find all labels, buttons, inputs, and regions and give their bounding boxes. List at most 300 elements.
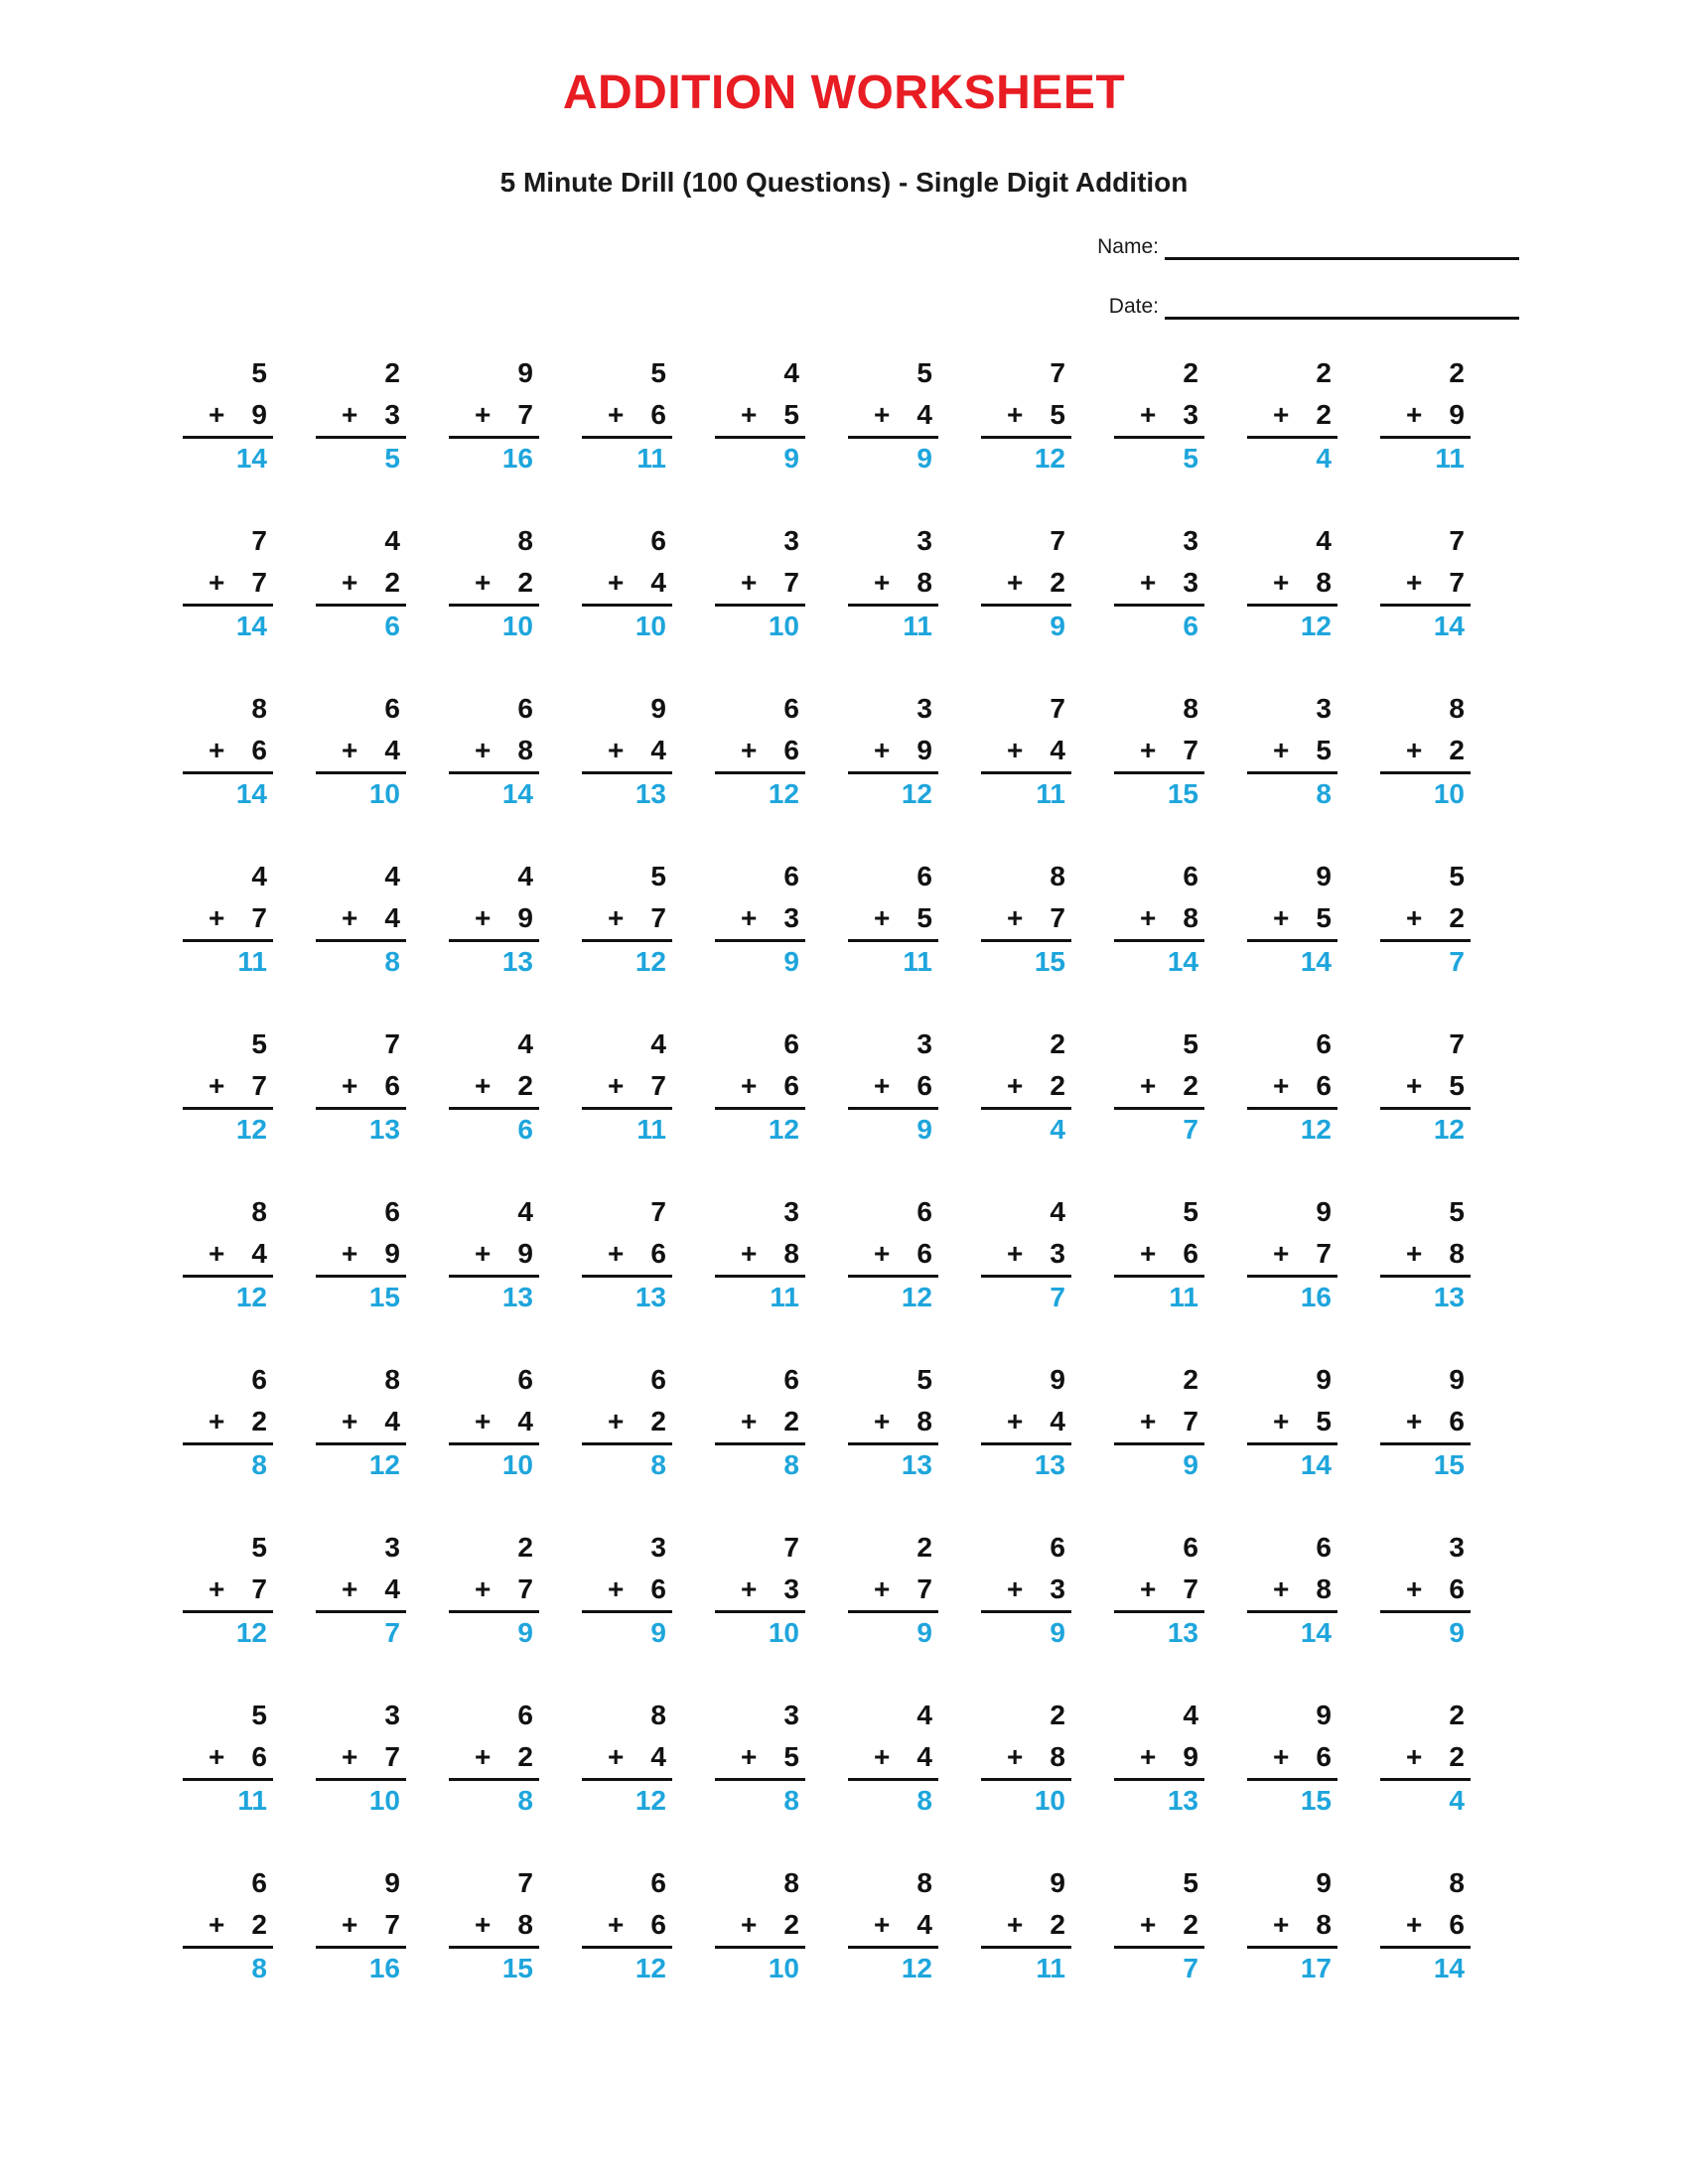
addend-bottom-line — [848, 1569, 938, 1610]
addend-bottom-line — [981, 1065, 1071, 1107]
answer: 12 — [634, 1953, 666, 1983]
plus-sign: + — [209, 1070, 225, 1101]
plus-sign: + — [874, 1238, 891, 1269]
addend-bottom-line — [316, 1233, 406, 1275]
answer: 12 — [901, 778, 932, 809]
plus-sign: + — [1007, 1070, 1024, 1101]
answer: 12 — [768, 778, 799, 809]
answer: 8 — [650, 1449, 666, 1480]
addition-problem — [582, 1862, 672, 2030]
operator-row — [316, 1238, 400, 1270]
plus-sign: + — [1406, 567, 1423, 598]
addend-top: 3 — [650, 1532, 666, 1563]
addend-bottom-line — [715, 897, 805, 939]
operator-row — [1380, 1909, 1465, 1941]
plus-sign: + — [1007, 1238, 1024, 1269]
addition-problem — [183, 1695, 273, 1862]
answer: 8 — [517, 1785, 533, 1816]
operator-row — [1380, 567, 1465, 599]
plus-sign: + — [1406, 735, 1423, 765]
addition-problem — [715, 1527, 805, 1695]
plus-sign: + — [1007, 902, 1024, 933]
plus-sign: + — [608, 902, 625, 933]
plus-sign: + — [1007, 1741, 1024, 1772]
answer: 13 — [1167, 1617, 1198, 1648]
operator-row — [1114, 735, 1198, 766]
date-input-line[interactable] — [1165, 295, 1519, 320]
answer: 13 — [368, 1114, 400, 1145]
answer: 6 — [384, 611, 400, 641]
operator-row — [1114, 1070, 1198, 1102]
addend-bottom: 9 — [384, 1238, 400, 1269]
addend-bottom: 6 — [1449, 1909, 1465, 1940]
plus-sign: + — [1007, 1909, 1024, 1940]
addend-bottom-line — [715, 1904, 805, 1946]
operator-row — [582, 1070, 666, 1102]
addend-bottom-line — [848, 562, 938, 604]
addend-bottom-line — [848, 1401, 938, 1442]
answer: 7 — [384, 1617, 400, 1648]
plus-sign: + — [874, 902, 891, 933]
addend-top: 2 — [1183, 357, 1198, 388]
addend-bottom-line — [715, 1065, 805, 1107]
addend-top: 2 — [1316, 357, 1332, 388]
addend-top: 5 — [650, 861, 666, 891]
addend-bottom-line — [1247, 1569, 1337, 1610]
addition-problem — [1247, 1862, 1337, 2030]
addend-bottom: 7 — [650, 1070, 666, 1101]
addend-bottom-line — [183, 394, 273, 436]
addition-problem — [1247, 352, 1337, 520]
addend-bottom: 6 — [916, 1238, 932, 1269]
addition-problem — [1114, 1527, 1204, 1695]
addend-bottom: 5 — [916, 902, 932, 933]
operator-row — [848, 1070, 932, 1102]
addend-top: 6 — [1183, 861, 1198, 891]
addend-bottom-line — [449, 1065, 539, 1107]
addition-problem — [848, 1024, 938, 1191]
name-field — [1097, 234, 1519, 260]
addend-bottom: 7 — [251, 1573, 267, 1604]
operator-row — [848, 1238, 932, 1270]
addition-problem — [848, 1862, 938, 2030]
addition-problem — [1247, 520, 1337, 688]
plus-sign: + — [209, 1573, 225, 1604]
operator-row — [715, 1573, 799, 1605]
plus-sign: + — [1273, 399, 1290, 430]
addend-bottom-line — [981, 1736, 1071, 1778]
answer: 16 — [1300, 1282, 1332, 1312]
problem-row — [183, 1695, 1471, 1862]
addend-top: 5 — [251, 1532, 267, 1563]
operator-row — [1247, 735, 1332, 766]
answer: 10 — [634, 611, 666, 641]
addend-top: 7 — [1050, 525, 1065, 556]
operator-row — [582, 1406, 666, 1437]
operator-row — [1380, 735, 1465, 766]
addend-bottom-line — [1247, 1736, 1337, 1778]
plus-sign: + — [1140, 1573, 1157, 1604]
addend-bottom: 5 — [1316, 735, 1332, 765]
addend-bottom: 3 — [1183, 567, 1198, 598]
operator-row — [848, 399, 932, 431]
operator-row — [848, 1909, 932, 1941]
operator-row — [449, 1406, 533, 1437]
addend-top: 8 — [1449, 1867, 1465, 1898]
plus-sign: + — [741, 735, 758, 765]
plus-sign: + — [342, 902, 358, 933]
addend-bottom: 7 — [1183, 1406, 1198, 1436]
addend-top: 6 — [916, 861, 932, 891]
addition-problem — [981, 1191, 1071, 1359]
addend-bottom-line — [715, 1569, 805, 1610]
addend-top: 5 — [650, 357, 666, 388]
addition-problem — [1380, 1862, 1471, 2030]
addend-bottom: 3 — [783, 902, 799, 933]
operator-row — [183, 567, 267, 599]
addend-bottom-line — [1247, 1065, 1337, 1107]
date-field — [1109, 294, 1519, 320]
addend-bottom-line — [1380, 730, 1471, 771]
addition-problem — [449, 1024, 539, 1191]
operator-row — [981, 1238, 1065, 1270]
addition-problem — [449, 688, 539, 856]
addend-bottom: 9 — [517, 902, 533, 933]
answer: 10 — [501, 1449, 533, 1480]
addend-top: 9 — [517, 357, 533, 388]
addition-problem — [316, 1024, 406, 1191]
addend-bottom: 7 — [517, 1573, 533, 1604]
answer: 15 — [1300, 1785, 1332, 1816]
plus-sign: + — [1273, 1070, 1290, 1101]
addend-top: 6 — [1316, 1532, 1332, 1563]
plus-sign: + — [874, 735, 891, 765]
plus-sign: + — [874, 567, 891, 598]
operator-row — [582, 735, 666, 766]
plus-sign: + — [1273, 1238, 1290, 1269]
answer: 14 — [235, 443, 267, 474]
answer: 8 — [783, 1449, 799, 1480]
addend-top: 4 — [517, 1028, 533, 1059]
addend-bottom-line — [981, 897, 1071, 939]
plus-sign: + — [1140, 735, 1157, 765]
answer: 10 — [1034, 1785, 1065, 1816]
plus-sign: + — [1406, 1741, 1423, 1772]
plus-sign: + — [475, 1741, 492, 1772]
addend-top: 5 — [251, 1028, 267, 1059]
operator-row — [1247, 399, 1332, 431]
addition-problem — [449, 1191, 539, 1359]
answer: 17 — [1300, 1953, 1332, 1983]
operator-row — [848, 1573, 932, 1605]
operator-row — [183, 902, 267, 934]
answer: 7 — [1183, 1114, 1198, 1145]
addend-bottom-line — [582, 562, 672, 604]
plus-sign: + — [741, 902, 758, 933]
answer: 15 — [368, 1282, 400, 1312]
addend-bottom: 8 — [517, 1909, 533, 1940]
plus-sign: + — [874, 399, 891, 430]
addend-top: 2 — [517, 1532, 533, 1563]
addend-bottom-line — [1380, 1904, 1471, 1946]
addend-bottom: 9 — [916, 735, 932, 765]
addend-bottom: 4 — [517, 1406, 533, 1436]
addition-problem — [1247, 1359, 1337, 1527]
operator-row — [1247, 1070, 1332, 1102]
addend-bottom-line — [981, 1233, 1071, 1275]
addend-top: 9 — [1316, 861, 1332, 891]
addend-top: 6 — [783, 1028, 799, 1059]
answer: 12 — [634, 946, 666, 977]
answer: 13 — [1167, 1785, 1198, 1816]
addition-problem — [981, 352, 1071, 520]
operator-row — [449, 1909, 533, 1941]
addition-problem — [449, 1359, 539, 1527]
addend-bottom: 7 — [251, 567, 267, 598]
addition-problem — [449, 1862, 539, 2030]
addition-problem — [1380, 856, 1471, 1024]
answer: 9 — [916, 443, 932, 474]
addition-problem — [316, 1527, 406, 1695]
operator-row — [981, 567, 1065, 599]
answer: 9 — [1050, 1617, 1065, 1648]
addend-bottom-line — [981, 562, 1071, 604]
answer: 12 — [634, 1785, 666, 1816]
answer: 11 — [1435, 443, 1465, 474]
name-input-line[interactable] — [1165, 235, 1519, 260]
addend-bottom: 4 — [251, 1238, 267, 1269]
addition-problem — [582, 1695, 672, 1862]
addend-bottom: 7 — [916, 1573, 932, 1604]
addend-bottom-line — [1247, 730, 1337, 771]
answer: 7 — [1050, 1282, 1065, 1312]
addend-bottom-line — [1114, 1736, 1204, 1778]
addend-bottom: 4 — [1050, 735, 1065, 765]
addend-bottom: 8 — [1183, 902, 1198, 933]
operator-row — [1114, 1406, 1198, 1437]
addition-problem — [715, 1695, 805, 1862]
plus-sign: + — [342, 1741, 358, 1772]
addend-bottom-line — [715, 1736, 805, 1778]
answer: 9 — [916, 1114, 932, 1145]
plus-sign: + — [1007, 735, 1024, 765]
answer: 13 — [634, 778, 666, 809]
addend-top: 3 — [1183, 525, 1198, 556]
addition-problem — [1114, 1359, 1204, 1527]
addition-problem — [848, 352, 938, 520]
addition-problem — [1247, 1191, 1337, 1359]
addend-bottom: 9 — [1183, 1741, 1198, 1772]
addend-bottom-line — [316, 394, 406, 436]
answer: 13 — [501, 1282, 533, 1312]
addend-bottom-line — [316, 1904, 406, 1946]
addend-bottom: 3 — [1183, 399, 1198, 430]
addend-bottom: 7 — [384, 1741, 400, 1772]
answer: 10 — [368, 778, 400, 809]
addend-bottom-line — [316, 1401, 406, 1442]
answer: 14 — [1300, 946, 1332, 977]
operator-row — [1247, 1238, 1332, 1270]
answer: 9 — [1449, 1617, 1465, 1648]
plus-sign: + — [1406, 1573, 1423, 1604]
answer: 9 — [517, 1617, 533, 1648]
plus-sign: + — [209, 902, 225, 933]
plus-sign: + — [1273, 735, 1290, 765]
addend-top: 8 — [650, 1700, 666, 1730]
operator-row — [715, 1070, 799, 1102]
answer: 15 — [1433, 1449, 1465, 1480]
addend-top: 8 — [783, 1867, 799, 1898]
plus-sign: + — [1007, 1573, 1024, 1604]
plus-sign: + — [342, 1406, 358, 1436]
addition-problem — [183, 352, 273, 520]
answer: 16 — [368, 1953, 400, 1983]
plus-sign: + — [608, 1406, 625, 1436]
addend-bottom: 2 — [1050, 1070, 1065, 1101]
addend-top: 4 — [783, 357, 799, 388]
plus-sign: + — [1140, 1070, 1157, 1101]
addition-problem — [183, 688, 273, 856]
addend-bottom-line — [1114, 1401, 1204, 1442]
plus-sign: + — [874, 1070, 891, 1101]
addend-bottom: 4 — [384, 902, 400, 933]
addend-bottom-line — [449, 897, 539, 939]
operator-row — [1380, 1573, 1465, 1605]
addition-problem — [582, 520, 672, 688]
operator-row — [1380, 902, 1465, 934]
operator-row — [449, 1741, 533, 1773]
answer: 9 — [1050, 611, 1065, 641]
plus-sign: + — [1406, 902, 1423, 933]
addition-problem — [316, 1359, 406, 1527]
addend-top: 2 — [916, 1532, 932, 1563]
addend-top: 6 — [251, 1867, 267, 1898]
addend-bottom: 2 — [783, 1406, 799, 1436]
addend-bottom-line — [449, 1904, 539, 1946]
plus-sign: + — [209, 567, 225, 598]
plus-sign: + — [608, 735, 625, 765]
addend-top: 7 — [384, 1028, 400, 1059]
operator-row — [183, 1238, 267, 1270]
plus-sign: + — [741, 1573, 758, 1604]
plus-sign: + — [608, 1909, 625, 1940]
addend-bottom: 8 — [517, 735, 533, 765]
addition-problem — [1380, 1695, 1471, 1862]
addend-top: 7 — [1050, 693, 1065, 724]
answer: 11 — [770, 1282, 799, 1312]
addition-problem — [981, 688, 1071, 856]
answer: 11 — [903, 611, 932, 641]
operator-row — [1380, 1741, 1465, 1773]
addend-bottom-line — [1380, 1233, 1471, 1275]
addend-bottom-line — [183, 897, 273, 939]
addend-top: 9 — [1050, 1364, 1065, 1395]
addition-problem — [848, 1695, 938, 1862]
addend-bottom-line — [316, 897, 406, 939]
addend-bottom-line — [582, 1233, 672, 1275]
answer: 9 — [1183, 1449, 1198, 1480]
addition-problem — [1247, 1695, 1337, 1862]
addition-problem — [1114, 856, 1204, 1024]
plus-sign: + — [1406, 1238, 1423, 1269]
addend-bottom: 2 — [517, 1070, 533, 1101]
addend-top: 4 — [1183, 1700, 1198, 1730]
operator-row — [715, 399, 799, 431]
addend-bottom: 6 — [1449, 1573, 1465, 1604]
addend-bottom-line — [582, 1569, 672, 1610]
plus-sign: + — [1140, 1406, 1157, 1436]
addend-top: 6 — [1316, 1028, 1332, 1059]
operator-row — [449, 567, 533, 599]
addend-bottom: 5 — [1050, 399, 1065, 430]
addition-problem — [848, 1527, 938, 1695]
operator-row — [183, 1070, 267, 1102]
answer: 12 — [901, 1953, 932, 1983]
operator-row — [449, 1238, 533, 1270]
operator-row — [715, 902, 799, 934]
addition-problem — [1380, 352, 1471, 520]
answer: 9 — [916, 1617, 932, 1648]
addend-bottom: 7 — [251, 902, 267, 933]
addend-top: 8 — [384, 1364, 400, 1395]
addition-problem — [848, 520, 938, 688]
operator-row — [582, 1238, 666, 1270]
operator-row — [1114, 1741, 1198, 1773]
addend-bottom: 4 — [650, 567, 666, 598]
addend-bottom-line — [715, 562, 805, 604]
answer: 4 — [1449, 1785, 1465, 1816]
plus-sign: + — [342, 1573, 358, 1604]
addend-bottom: 7 — [517, 399, 533, 430]
addition-problem — [449, 1527, 539, 1695]
answer: 14 — [1433, 1953, 1465, 1983]
plus-sign: + — [1273, 1909, 1290, 1940]
addend-top: 3 — [384, 1532, 400, 1563]
addend-top: 7 — [1050, 357, 1065, 388]
addend-bottom-line — [981, 730, 1071, 771]
operator-row — [1114, 902, 1198, 934]
addition-problem — [1247, 688, 1337, 856]
plus-sign: + — [1007, 399, 1024, 430]
addend-bottom: 7 — [1183, 1573, 1198, 1604]
addend-bottom: 2 — [517, 1741, 533, 1772]
plus-sign: + — [1273, 1741, 1290, 1772]
addend-bottom-line — [582, 394, 672, 436]
addend-bottom-line — [1114, 897, 1204, 939]
addition-problem — [582, 856, 672, 1024]
operator-row — [1247, 567, 1332, 599]
answer: 14 — [1300, 1449, 1332, 1480]
addend-bottom-line — [715, 730, 805, 771]
answer: 11 — [636, 1114, 666, 1145]
answer: 14 — [501, 778, 533, 809]
addend-bottom: 8 — [916, 1406, 932, 1436]
plus-sign: + — [342, 1070, 358, 1101]
addition-problem — [715, 1359, 805, 1527]
addition-problem — [582, 1527, 672, 1695]
answer: 12 — [235, 1282, 267, 1312]
answer: 6 — [1183, 611, 1198, 641]
answer: 14 — [235, 611, 267, 641]
addend-bottom-line — [715, 1401, 805, 1442]
answer: 11 — [1036, 778, 1065, 809]
addend-bottom: 4 — [384, 735, 400, 765]
addend-bottom: 4 — [650, 1741, 666, 1772]
plus-sign: + — [741, 399, 758, 430]
plus-sign: + — [1406, 399, 1423, 430]
addend-top: 4 — [384, 861, 400, 891]
answer: 12 — [1433, 1114, 1465, 1145]
